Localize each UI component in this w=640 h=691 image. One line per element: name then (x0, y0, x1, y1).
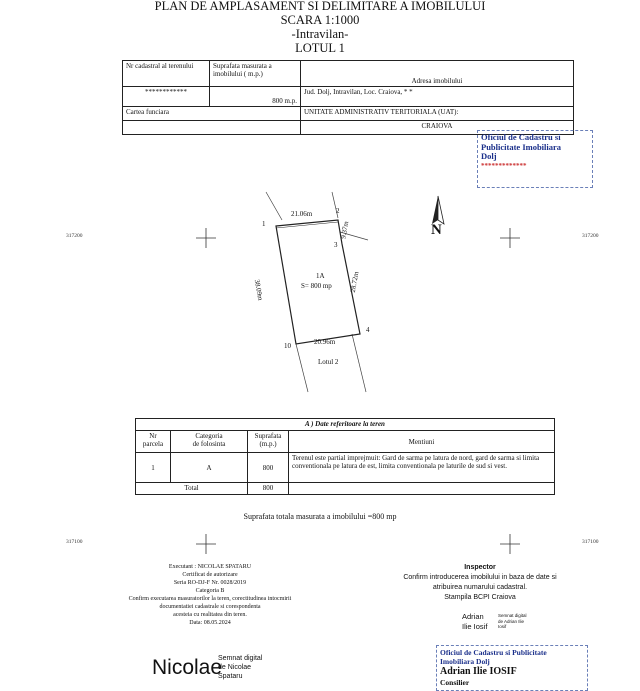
point-2: 2 (336, 207, 340, 215)
inspector-signature: Adrian Ilie Iosif (462, 612, 488, 631)
point-1: 1 (262, 220, 266, 228)
row-category: A (171, 453, 248, 483)
row-mentions: Terenul este partial imprejmuit: Gard de sarma pe latura de nord, gard de sarma si limita conventionala pe latura de est, limita conventionala pe laturile de sud si vest. (289, 453, 555, 483)
inspector-block (380, 563, 580, 603)
col-area: Suprafata (m.p.) (248, 431, 289, 453)
executor-line7: acesteia cu realitatea din teren. (173, 612, 247, 618)
inspector-title: Inspector (464, 564, 496, 571)
executor-line5: Confirm executarea masuratorilor la teren, corectitudinea intocmirii (128, 596, 292, 602)
total-label: Total (136, 483, 248, 495)
info-table (122, 60, 574, 135)
uat-value: CRAIOVA (301, 121, 574, 135)
neighbor-label: Lotul 2 (318, 358, 339, 366)
dim-bottom: 20.96m (314, 338, 336, 346)
executor-line2: Certificat de autorizare (182, 572, 238, 578)
cadastre-stamp-bottom (436, 645, 588, 691)
dim-top-right: 9.37m (339, 220, 351, 240)
stamp-top-line4: ************* (481, 161, 527, 170)
row-nr: 1 (136, 453, 171, 483)
coord-left: 317200 (66, 233, 83, 239)
col-nr: Nr parcela (136, 431, 171, 453)
land-table-title: A ) Date referitoare la teren (136, 419, 555, 431)
total-value: 800 (248, 483, 289, 495)
stamp-top-line2: Publicitate Imobiliara (481, 141, 562, 152)
executor-line6: documentatiei cadastrale si corespondenta (159, 604, 261, 610)
area-value: 800 m.p. (210, 87, 301, 107)
cadastral-value: ************ (123, 87, 210, 107)
executor-line3: Seria RO-DJ-F Nr. 0028/2019 (173, 580, 247, 586)
north-arrow-icon (432, 196, 444, 224)
area-label: Suprafata masurata a imobilului ( m.p.) (210, 61, 301, 87)
stamp-bottom-line1: Oficiul de Cadastru si Publicitate (440, 648, 547, 657)
point-3: 3 (334, 241, 338, 249)
executor-line4: Categoria B (195, 588, 225, 594)
inspector-line1: Confirm introducerea imobilului in baza de date si (403, 574, 557, 581)
grid-crosses (196, 228, 520, 248)
executor-line1: Executant : NICOLAE SPATARU (168, 564, 252, 570)
cadastral-label: Nr cadastral al terenului (123, 61, 210, 87)
stamp-bottom-line3: Adrian Ilie IOSIF (440, 666, 517, 677)
row-area: 800 (248, 453, 289, 483)
stamp-bottom-line4: Consilier (440, 678, 470, 687)
dim-right: 28.72m (348, 270, 361, 294)
col-category: Categoria de folosinta (171, 431, 248, 453)
coord-left-bottom: 317100 (66, 539, 83, 545)
inspector-line2: atribuirea numarului cadastral. (432, 584, 528, 591)
north-label: N (431, 222, 442, 238)
inspector-line3: Stampila BCPI Craiova (444, 594, 516, 601)
parcel-area: S= 800 mp (301, 282, 332, 290)
coord-right: 317200 (582, 233, 599, 239)
total-area-text: Suprafata totala masurata a imobilului =800 mp (243, 512, 397, 521)
address-label: Adresa imobilului (301, 61, 574, 87)
point-10: 10 (284, 342, 291, 350)
executor-signature: Nicolae (152, 656, 223, 679)
page-title: PLAN DE AMPLASAMENT SI DELIMITARE A IMOBILULUI (154, 0, 486, 13)
executor-block (110, 563, 310, 627)
inspector-digital-sign: Semnat digital de Adrian Ilie Iosif (498, 613, 527, 629)
col-mentions: Mentiuni (289, 431, 555, 453)
point-4: 4 (366, 326, 370, 334)
stamp-top-line3: Dolj (481, 151, 497, 161)
stamp-top-line1: Oficiul de Cadastru si (481, 132, 561, 142)
land-book-label: Cartea funciara (123, 107, 301, 121)
address-value: Jud. Dolj, Intravilan, Loc. Craiova, * * (301, 87, 574, 107)
site-plan (0, 180, 640, 410)
dim-top: 21.06m (291, 210, 313, 218)
grid-crosses-bottom (0, 530, 640, 560)
executor-line8: Data: 08.05.2024 (189, 620, 231, 626)
table-row (136, 453, 555, 483)
parcel-id: 1A (316, 272, 325, 280)
uat-label: UNITATE ADMINISTRATIV TERITORIALA (UAT): (301, 107, 574, 121)
executor-digital-sign: Semnat digital de Nicolae Spataru (218, 655, 263, 680)
coord-right-bottom: 317100 (582, 539, 599, 545)
scale-label: SCARA 1:1000 (280, 13, 360, 27)
dim-left: 38.09m (252, 278, 265, 302)
stamp-bottom-line2: Imobiliara Dolj (440, 657, 490, 666)
lot-label: LOTUL 1 (295, 41, 345, 55)
area-type-label: -Intravilan- (291, 27, 349, 41)
land-table (135, 418, 555, 495)
